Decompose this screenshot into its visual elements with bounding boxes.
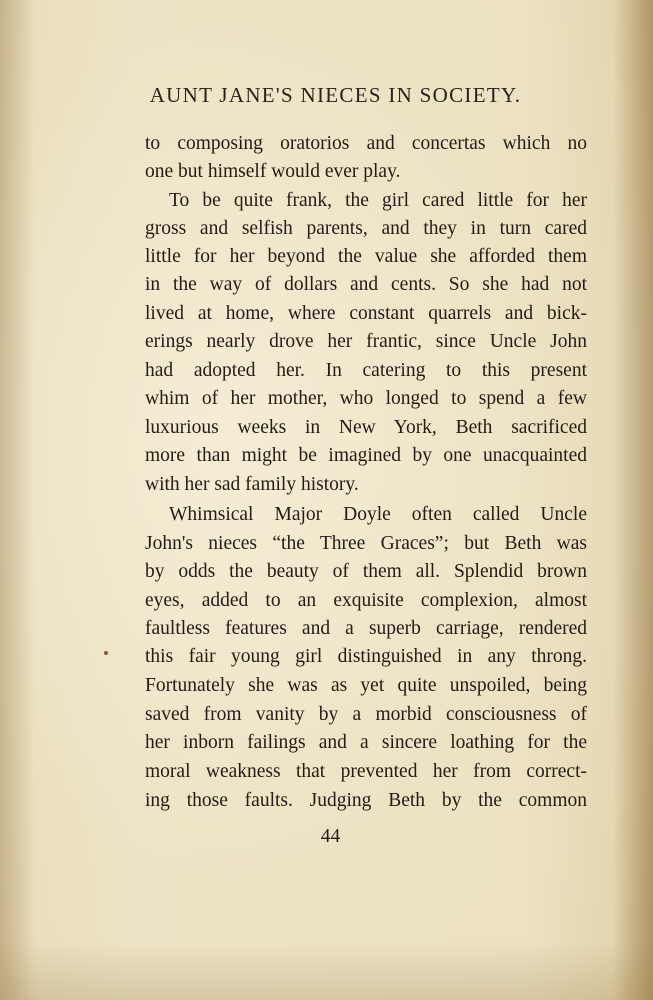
text-line: by odds the beauty of them all. Splendid brown xyxy=(145,561,587,582)
text-line: Fortunately she was as yet quite unspoiled, being xyxy=(145,675,587,696)
running-head: AUNT JANE'S NIECES IN SOCIETY. xyxy=(149,83,522,107)
text-line: To be quite frank, the girl cared little for her xyxy=(169,190,587,211)
text-line: to composing oratorios and concertas which no xyxy=(145,133,587,154)
text-line: luxurious weeks in New York, Beth sacrificed xyxy=(145,417,587,438)
text-line: this fair young girl distinguished in any throng. xyxy=(145,646,587,667)
text-line: her inborn failings and a sincere loathing for the xyxy=(145,732,587,753)
text-line: in the way of dollars and cents. So she had not xyxy=(145,274,587,295)
text-line: saved from vanity by a morbid consciousness of xyxy=(145,704,587,725)
text-line: little for her beyond the value she afforded them xyxy=(145,246,587,267)
text-line: gross and selfish parents, and they in turn cared xyxy=(145,218,587,239)
text-line: had adopted her. In catering to this present xyxy=(145,360,587,381)
paper-spot xyxy=(104,651,108,655)
text-line: ing those faults. Judging Beth by the common xyxy=(145,790,587,811)
text-line: eyes, added to an exquisite complexion, almost xyxy=(145,590,587,611)
page-shadow-left xyxy=(0,0,34,1000)
text-line: with her sad family history. xyxy=(145,474,359,495)
text-line: lived at home, where constant quarrels and bick- xyxy=(145,303,587,324)
text-line: faultless features and a superb carriage, rendered xyxy=(145,618,587,639)
text-line: John's nieces “the Three Graces”; but Beth was xyxy=(145,533,587,554)
text-line: Whimsical Major Doyle often called Uncle xyxy=(169,504,587,525)
text-line: moral weakness that prevented her from correct- xyxy=(145,761,587,782)
text-line: more than might be imagined by one unacquainted xyxy=(145,445,587,466)
text-line: whim of her mother, who longed to spend a few xyxy=(145,388,587,409)
text-line: erings nearly drove her frantic, since Uncle John xyxy=(145,331,587,352)
page-shadow-bottom xyxy=(0,940,653,1000)
page-shadow-right xyxy=(613,0,653,1000)
text-line: one but himself would ever play. xyxy=(145,161,401,182)
page-number: 44 xyxy=(320,826,341,847)
